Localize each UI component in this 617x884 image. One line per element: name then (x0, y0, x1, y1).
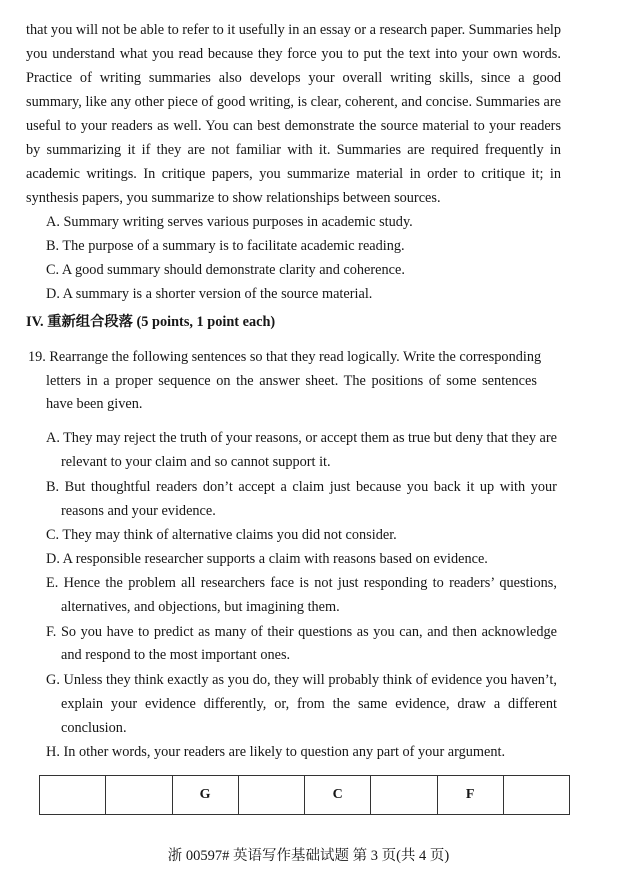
answer-cell-2 (106, 776, 172, 815)
passage-line: by summarizing it if they are not familiar with it. Summaries are required frequently in (26, 142, 561, 158)
sentence-d: D. A responsible researcher supports a claim with reasons based on evidence. (46, 551, 488, 567)
sentence-f: and respond to the most important ones. (61, 647, 291, 663)
passage-line: useful to your readers as well. You can best demonstrate the source material to your readers (26, 118, 562, 134)
question-instruction-line: 19. Rearrange the following sentences so that they read logically. Write the corresponding (28, 349, 542, 365)
sentence-g: conclusion. (61, 720, 127, 736)
passage-line: you understand what you read because they force you to put the text into your own words. (26, 46, 561, 62)
answer-cell-4 (238, 776, 304, 815)
sentence-b: B. But thoughtful readers don’t accept a claim just because you back it up with your (46, 479, 557, 495)
answer-cell-3: G (172, 776, 238, 815)
sentence-e: E. Hence the problem all researchers face is not just responding to readers’ questions, (46, 575, 557, 591)
passage-line: that you will not be able to refer to it usefully in an essay or a research paper. Summaries help (26, 22, 562, 38)
passage-line: Practice of writing summaries also develops your overall writing skills, since a good (26, 70, 562, 86)
option-b: B. The purpose of a summary is to facilitate academic reading. (46, 238, 405, 254)
answer-cell-1 (40, 776, 106, 815)
sentence-c: C. They may think of alternative claims you did not consider. (46, 527, 397, 543)
sentence-a: A. They may reject the truth of your reasons, or accept them as true but deny that they are (46, 430, 557, 446)
option-c: C. A good summary should demonstrate clarity and coherence. (46, 262, 405, 278)
answer-cell-7: F (437, 776, 503, 815)
passage-line: academic writings. In critique papers, you summarize material in order to critique it; in (26, 166, 562, 182)
answer-row (40, 776, 570, 815)
question-instruction-line: letters in a proper sequence on the answer sheet. The positions of some sentences (46, 373, 537, 389)
sentence-e: alternatives, and objections, but imagining them. (61, 599, 340, 615)
option-a: A. Summary writing serves various purposes in academic study. (46, 214, 413, 230)
question-instruction-line: have been given. (46, 396, 143, 412)
answer-cell-5: C (305, 776, 371, 815)
sentence-f: F. So you have to predict as many of their questions as you can, and then acknowledge (46, 624, 557, 640)
answer-sequence-table (39, 775, 570, 815)
passage-line: summary, like any other piece of good writing, is clear, coherent, and concise. Summaries are (26, 94, 561, 110)
sentence-b: reasons and your evidence. (61, 503, 216, 519)
sentence-a: relevant to your claim and so cannot support it. (61, 454, 331, 470)
passage-line: synthesis papers, you summarize to show relationships between sources. (26, 190, 441, 206)
answer-cell-8 (503, 776, 569, 815)
sentence-h: H. In other words, your readers are likely to question any part of your argument. (46, 744, 506, 760)
sentence-g: explain your evidence differently, or, from the same evidence, draw a different (61, 696, 558, 712)
sentence-g: G. Unless they think exactly as you do, they will probably think of evidence you haven’t, (46, 672, 557, 688)
section-heading: IV. 重新组合段落 (5 points, 1 point each) (26, 314, 276, 330)
option-d: D. A summary is a shorter version of the source material. (46, 286, 373, 302)
answer-cell-6 (371, 776, 437, 815)
page-footer: 浙 00597# 英语写作基础试题 第 3 页(共 4 页) (167, 848, 450, 864)
